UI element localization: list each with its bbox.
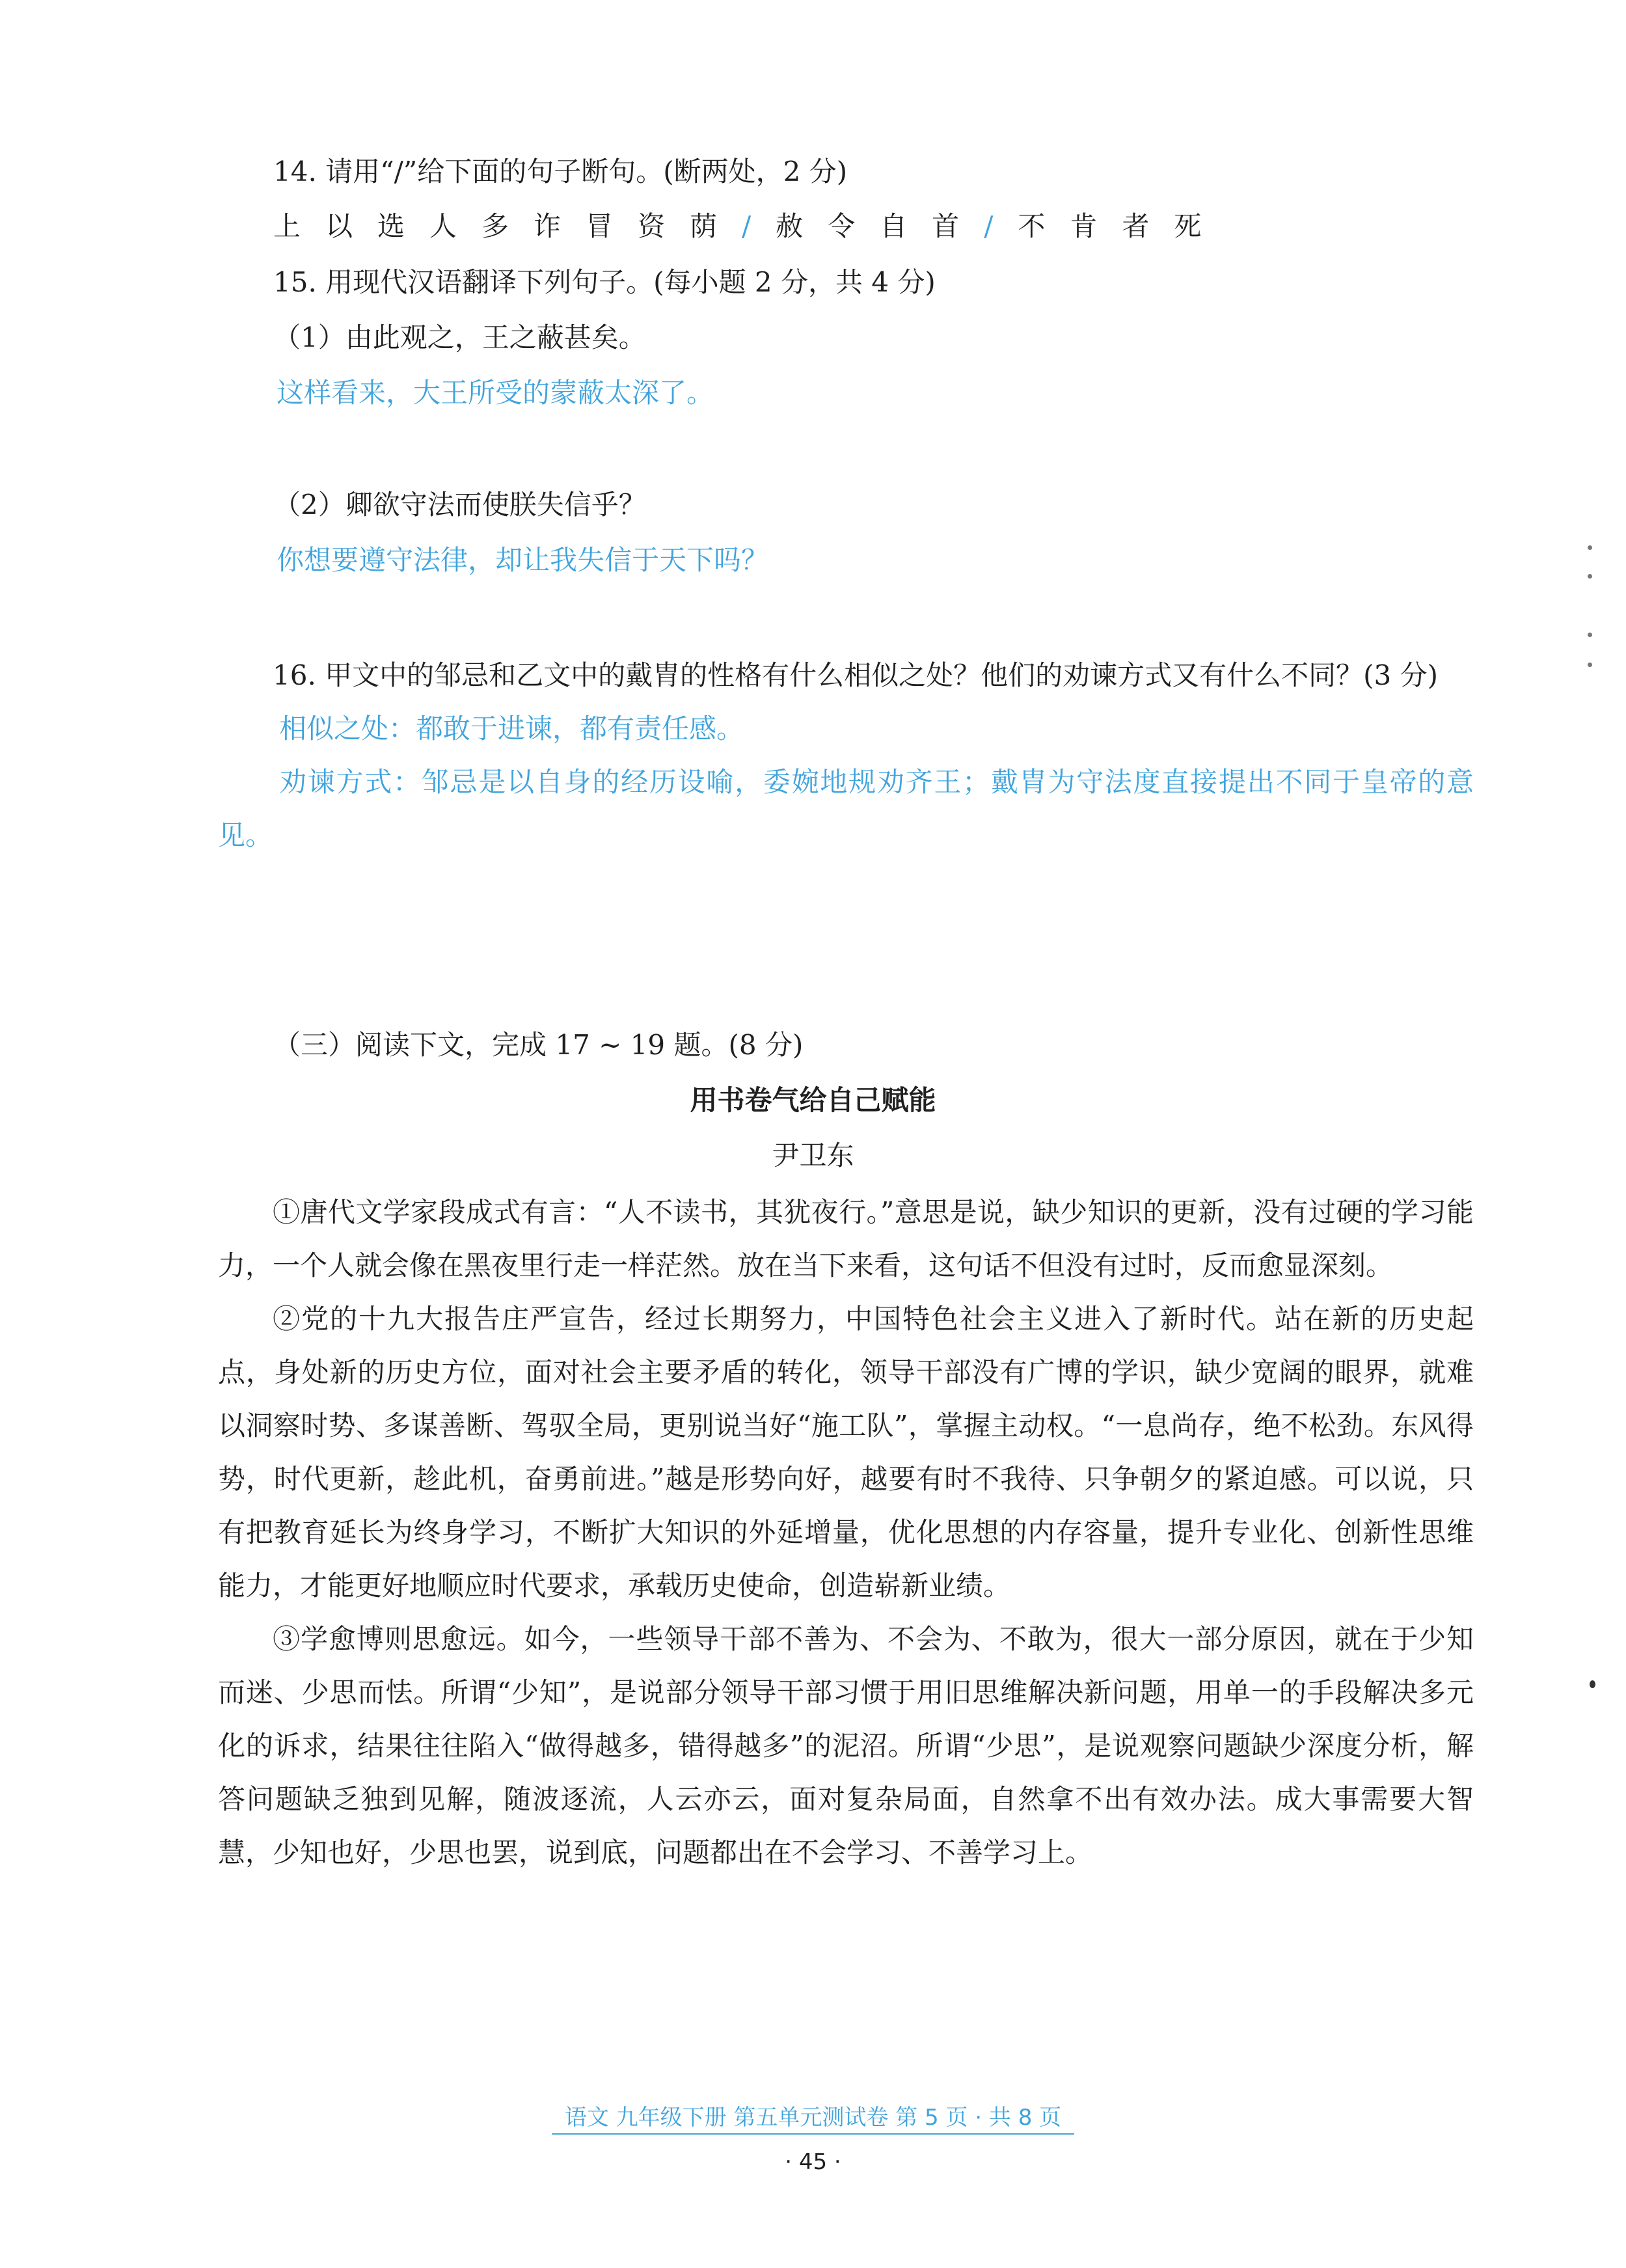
q14-segment-2: 赦令自首 <box>776 210 984 242</box>
article-paragraph-3: ③学愈博则思愈远。如今，一些领导干部不善为、不会为、不敢为，很大一部分原因，就在于少知而迷、少思而怯。所谓“少知”，是说部分领导干部习惯于用旧思维解决新问题，用单一的手段解决多元化的诉求，结果往往陷入“做得越多，错得越多”的泥沼。所谓“少思”，是说观察问题缺少深度分析，解答问题缺乏独到见解，随波逐流，人云亦云，面对复杂局面，自然拿不出有效办法。成大事需要大智慧，少知也好，少思也罢，说到底，问题都出在不会学习、不善学习上。 <box>218 1623 1474 1868</box>
q16-prompt: 16. 甲文中的邹忌和乙文中的戴胄的性格有什么相似之处？他们的劝谏方式又有什么不同？(3 分) <box>273 659 1438 691</box>
q14-break-mark-2: / <box>984 210 1018 242</box>
q16-block <box>218 649 1474 862</box>
q15-item-1-answer: 这样看来，大王所受的蒙蔽太深了。 <box>277 377 714 409</box>
q15-item-2-question: （2）卿欲守法而使朕失信乎？ <box>273 489 646 521</box>
q14-prompt: 14. 请用“/”给下面的句子断句。(断两处，2 分) <box>273 156 848 187</box>
q16-answer-difference: 劝谏方式：邹忌是以自身的经历设喻，委婉地规劝齐王；戴胄为守法度直接提出不同于皇帝的意见。 <box>218 766 1474 851</box>
margin-mark <box>1588 663 1592 667</box>
footer-info-text: 语文 九年级下册 第五单元测试卷 第 5 页 · 共 8 页 <box>552 2105 1074 2135</box>
article-paragraph-2: ②党的十九大报告庄严宣告，经过长期努力，中国特色社会主义进入了新时代。站在新的历史起点，身处新的历史方位，面对社会主要矛盾的转化，领导干部没有广博的学识，缺少宽阔的眼界，就难以洞察时势、多谋善断、驾驭全局，更别说当好“施工队”，掌握主动权。“一息尚存，绝不松劲。东风得势，时代更新，趁此机，奋勇前进。”越是形势向好，越要有时不我待、只争朝夕的紧迫感。可以说，只有把教育延长为终身学习，不断扩大知识的外延增量，优化思想的内存容量，提升专业化、创新性思维能力，才能更好地顺应时代要求，承载历史使命，创造崭新业绩。 <box>218 1303 1474 1602</box>
q14-segment-3: 不肯者死 <box>1018 210 1226 242</box>
article-title: 用书卷气给自己赋能 <box>690 1084 936 1116</box>
page-number: · 45 · <box>785 2149 841 2175</box>
q15-item-1-question: （1）由此观之，王之蔽甚矣。 <box>273 321 646 353</box>
margin-mark <box>1588 545 1592 550</box>
q15-item-2-answer: 你想要遵守法律，却让我失信于天下吗？ <box>277 544 769 576</box>
q14-break-mark-1: / <box>742 210 776 242</box>
article-body <box>218 1186 1474 1879</box>
article-paragraph-1: ①唐代文学家段成式有言：“人不读书，其犹夜行。”意思是说，缺少知识的更新，没有过硬的学习能力，一个人就会像在黑夜里行走一样茫然。放在当下来看，这句话不但没有过时，反而愈显深刻。 <box>218 1196 1474 1281</box>
section-heading: （三）阅读下文，完成 17 ~ 19 题。(8 分) <box>273 1029 804 1061</box>
q15-prompt: 15. 用现代汉语翻译下列句子。(每小题 2 分，共 4 分) <box>273 266 936 298</box>
q14-sentence <box>273 210 1226 243</box>
margin-mark <box>1590 1680 1595 1688</box>
footer-info <box>0 2103 1626 2132</box>
q16-answer-similar: 相似之处：都敢于进谏，都有责任感。 <box>279 713 744 745</box>
q14-segment-1: 上以选人多诈冒资荫 <box>273 210 742 242</box>
margin-mark <box>1588 633 1592 637</box>
margin-mark <box>1588 574 1592 579</box>
article-author: 尹卫东 <box>772 1140 854 1171</box>
